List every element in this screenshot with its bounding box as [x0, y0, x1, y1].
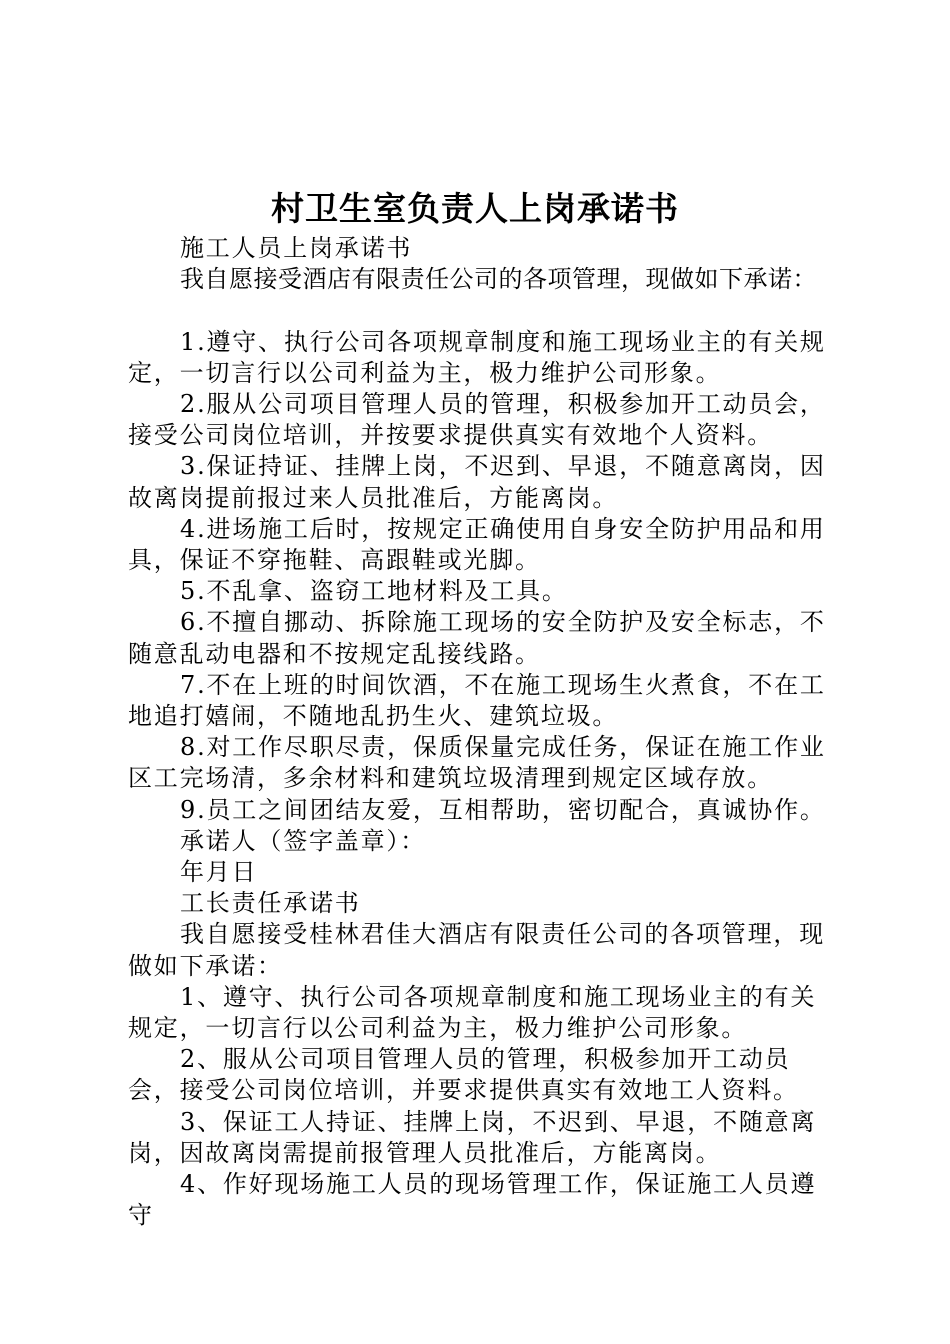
paragraph: 9.员工之间团结友爱，互相帮助，密切配合，真诚协作。: [180, 795, 826, 824]
paragraph: 7.不在上班的时间饮酒，不在施工现场生火煮食，不在工地追打嬉闹，不随地乱扔生火、建筑垃圾。: [128, 670, 826, 731]
paragraph: 我自愿接受桂林君佳大酒店有限责任公司的各项管理，现做如下承诺：: [128, 920, 825, 980]
blank-line: [128, 295, 840, 326]
paragraph: 6.不擅自挪动、拆除施工现场的安全防护及安全标志，不随意乱动电器和不按规定乱接线路。: [128, 608, 826, 668]
paragraph: 1.遵守、执行公司各项规章制度和施工现场业主的有关规定，一切言行以公司利益为主，极力维护公司形象。: [128, 327, 826, 387]
paragraph: 我自愿接受酒店有限责任公司的各项管理，现做如下承诺：: [180, 265, 817, 294]
date-line: 年月日: [180, 858, 258, 887]
paragraph: 4、作好现场施工人员的现场管理工作，保证施工人员遵守: [128, 1170, 817, 1230]
section-heading: 工长责任承诺书: [180, 889, 361, 918]
paragraph: 8.对工作尽职尽责，保质保量完成任务，保证在施工作业区工完场清，多余材料和建筑垃圾清理到规定区域存放。: [128, 733, 826, 793]
document-title: 村卫生室负责人上岗承诺书: [271, 189, 679, 228]
paragraph: 2、服从公司项目管理人员的管理，积极参加开工动员会，接受公司岗位培训，并要求提供真实有效地工人资料。: [128, 1045, 799, 1105]
document-body: [128, 233, 840, 1231]
paragraph: 3、保证工人持证、挂牌上岗，不迟到、早退，不随意离岗，因故离岗需提前报管理人员批准后，方能离岗。: [128, 1107, 817, 1167]
paragraph: 3.保证持证、挂牌上岗，不迟到、早退，不随意离岗，因故离岗提前报过来人员批准后，方能离岗。: [128, 452, 826, 512]
paragraph: 5.不乱拿、盗窃工地材料及工具。: [180, 577, 568, 606]
paragraph: 2.服从公司项目管理人员的管理，积极参加开工动员会，接受公司岗位培训，并按要求提供真实有效地个人资料。: [128, 390, 826, 450]
signature-line: 承诺人（签字盖章）：: [180, 826, 426, 855]
paragraph: 4.进场施工后时，按规定正确使用自身安全防护用品和用具，保证不穿拖鞋、高跟鞋或光脚。: [128, 514, 826, 575]
paragraph: 1、遵守、执行公司各项规章制度和施工现场业主的有关规定，一切言行以公司利益为主，极力维护公司形象。: [128, 982, 817, 1043]
paragraph: 施工人员上岗承诺书: [180, 234, 413, 262]
